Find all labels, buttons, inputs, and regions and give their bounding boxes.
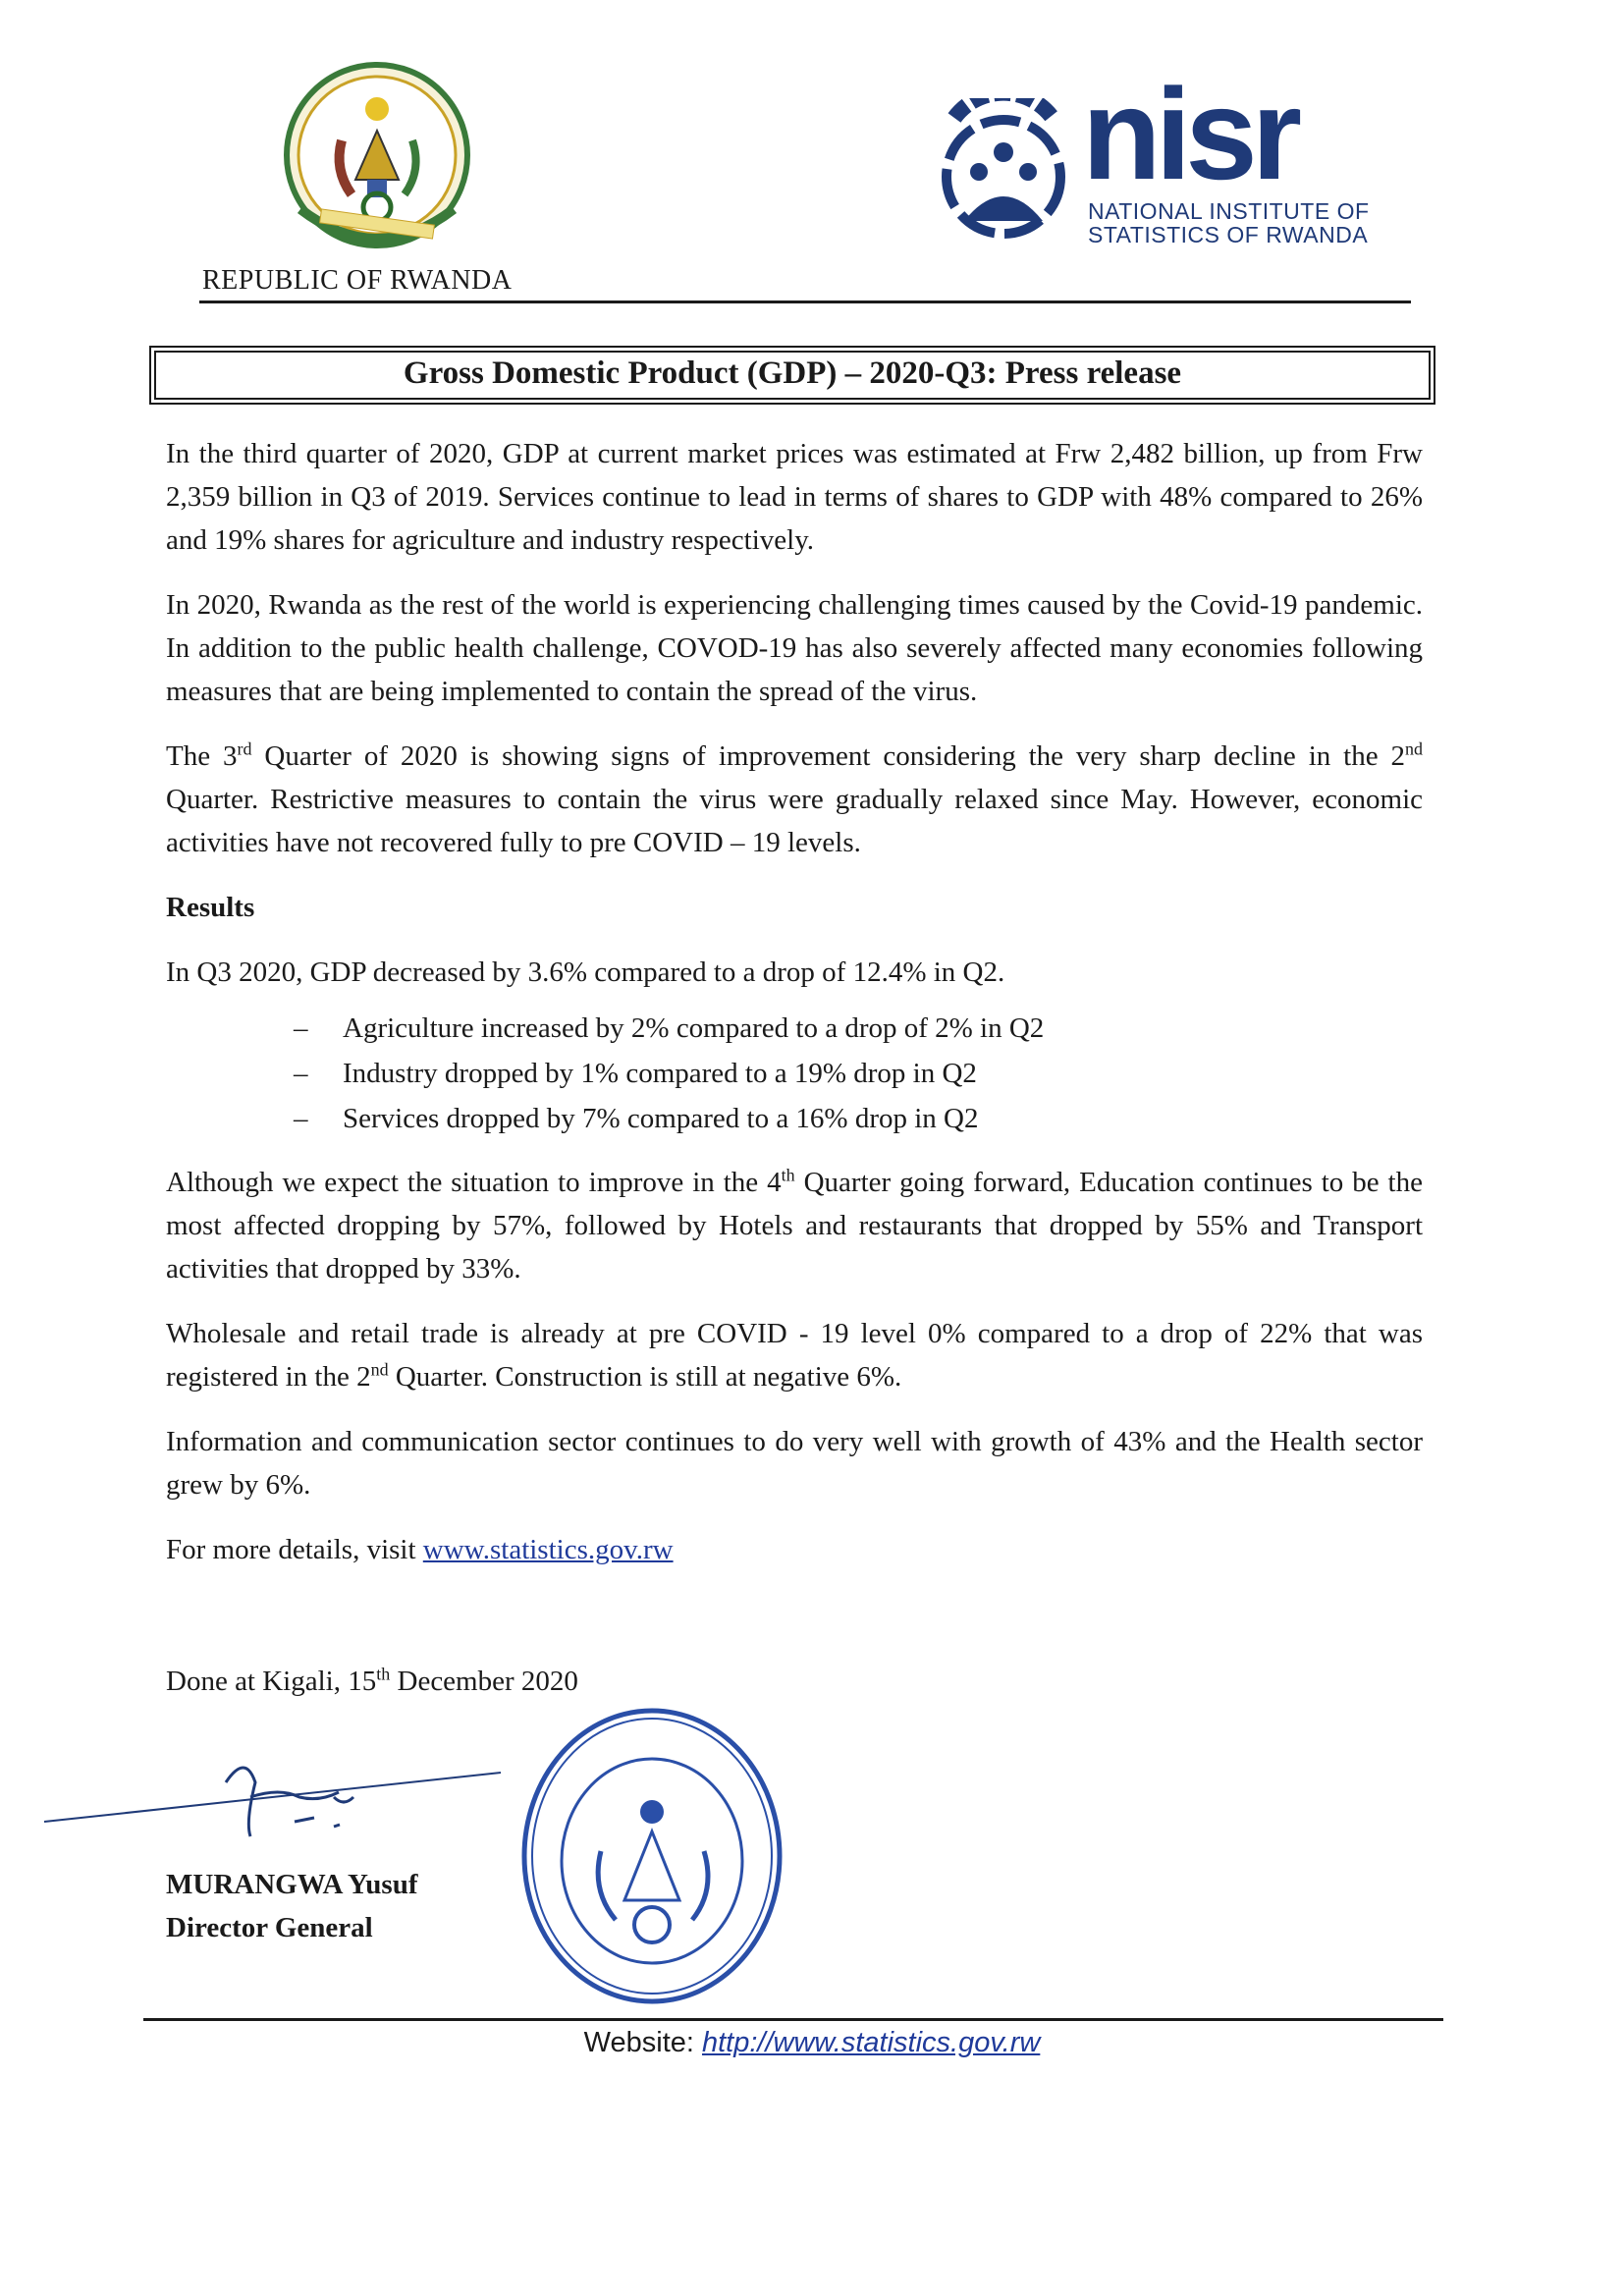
p3-sup-1: rd	[237, 738, 252, 759]
p6-sup: nd	[370, 1359, 389, 1380]
done-sup: th	[376, 1664, 391, 1684]
press-release-body	[166, 432, 1423, 1593]
p6-text-b: Quarter. Construction is still at negative 6%.	[388, 1361, 902, 1393]
list-item	[166, 1096, 1423, 1141]
list-item	[166, 1006, 1423, 1051]
signatory-name: MURANGWA Yusuf	[166, 1869, 418, 1900]
footer-website-link[interactable]: http://www.statistics.gov.rw	[702, 2027, 1041, 2058]
paragraph-covid-context: In 2020, Rwanda as the rest of the world is experiencing challenging times caused by the Covid-19 pandemic. In addition to the public health challenge, COVOD-19 has also severely affected many economies following measures that are being implemented to contain the spread of the virus.	[166, 589, 1423, 707]
p5-text-b: Quarter going forward, Education continues to be the most affected dropping by 57%, followed by Hotels and restaurants that dropped by 55% and Transport activities that dropped by 33%.	[166, 1167, 1423, 1285]
done-text-b: December 2020	[390, 1666, 578, 1697]
title-box	[149, 346, 1435, 405]
dash-marker: –	[294, 1058, 308, 1089]
paragraph-ict-health: Information and communication sector continues to do very well with growth of 43% and the Health sector grew by 6%.	[166, 1426, 1423, 1501]
bullet-text: Services dropped by 7% compared to a 16% drop in Q2	[343, 1103, 979, 1134]
bullet-text: Industry dropped by 1% compared to a 19% drop in Q2	[343, 1058, 977, 1089]
nisr-subtitle-line-2: STATISTICS OF RWANDA	[1088, 222, 1369, 247]
p3-text-b: Quarter of 2020 is showing signs of improvement considering the very sharp decline in the 2	[251, 740, 1406, 772]
p3-text-c: Quarter. Restrictive measures to contain the virus were gradually relaxed since May. However, economic activities have not recovered fully to pre COVID – 19 levels.	[166, 784, 1423, 858]
nisr-wordmark: nisr	[1082, 62, 1297, 206]
signatory	[166, 1863, 417, 1949]
list-item	[166, 1051, 1423, 1096]
sector-bullet-list	[166, 1006, 1423, 1141]
paragraph-gdp-estimate: In the third quarter of 2020, GDP at current market prices was estimated at Frw 2,482 billion, up from Frw 2,359 billion in Q3 of 2019. Services continue to lead in terms of shares to GDP with 48% compared to 26% and 19% shares for agriculture and industry respectively.	[166, 438, 1423, 556]
footer-label: Website:	[583, 2027, 702, 2058]
nisr-subtitle-line-1: NATIONAL INSTITUTE OF	[1088, 198, 1370, 224]
header-divider	[199, 301, 1411, 303]
nisr-official-seal-stamp	[517, 1704, 787, 2008]
footer-website	[0, 2027, 1624, 2059]
more-details-prefix: For more details, visit	[166, 1534, 423, 1565]
done-text-a: Done at Kigali, 15	[166, 1666, 377, 1697]
footer-divider	[143, 2018, 1443, 2021]
paragraph-more-details	[166, 1528, 1423, 1571]
done-at-line	[166, 1666, 578, 1698]
signatory-role: Director General	[166, 1912, 373, 1943]
nisr-logo-icon	[935, 98, 1072, 246]
republic-name: REPUBLIC OF RWANDA	[202, 265, 513, 296]
statistics-website-link[interactable]: www.statistics.gov.rw	[422, 1534, 674, 1565]
paragraph-gdp-decrease: In Q3 2020, GDP decreased by 3.6% compared to a drop of 12.4% in Q2.	[166, 957, 1005, 988]
paragraph-q3-improvement	[166, 735, 1423, 864]
paragraph-wholesale-trade	[166, 1312, 1423, 1398]
results-heading: Results	[166, 892, 255, 923]
p3-sup-2: nd	[1405, 738, 1424, 759]
nisr-subtitle	[1088, 199, 1370, 246]
paragraph-sector-outlook	[166, 1161, 1423, 1290]
p5-text-a: Although we expect the situation to improve in the 4	[166, 1167, 782, 1198]
p5-sup: th	[781, 1165, 795, 1185]
bullet-text: Agriculture increased by 2% compared to a drop of 2% in Q2	[343, 1012, 1045, 1044]
p6-text-a: Wholesale and retail trade is already at pre COVID - 19 level 0% compared to a drop of 22% that was registered in the 2	[166, 1318, 1423, 1393]
dash-marker: –	[294, 1103, 308, 1134]
p3-text-a: The 3	[166, 740, 238, 772]
page-title: Gross Domestic Product (GDP) – 2020-Q3: Press release	[403, 355, 1182, 391]
coat-of-arms-emblem	[281, 62, 473, 258]
handwritten-signature	[39, 1743, 511, 1851]
dash-marker: –	[294, 1012, 308, 1044]
